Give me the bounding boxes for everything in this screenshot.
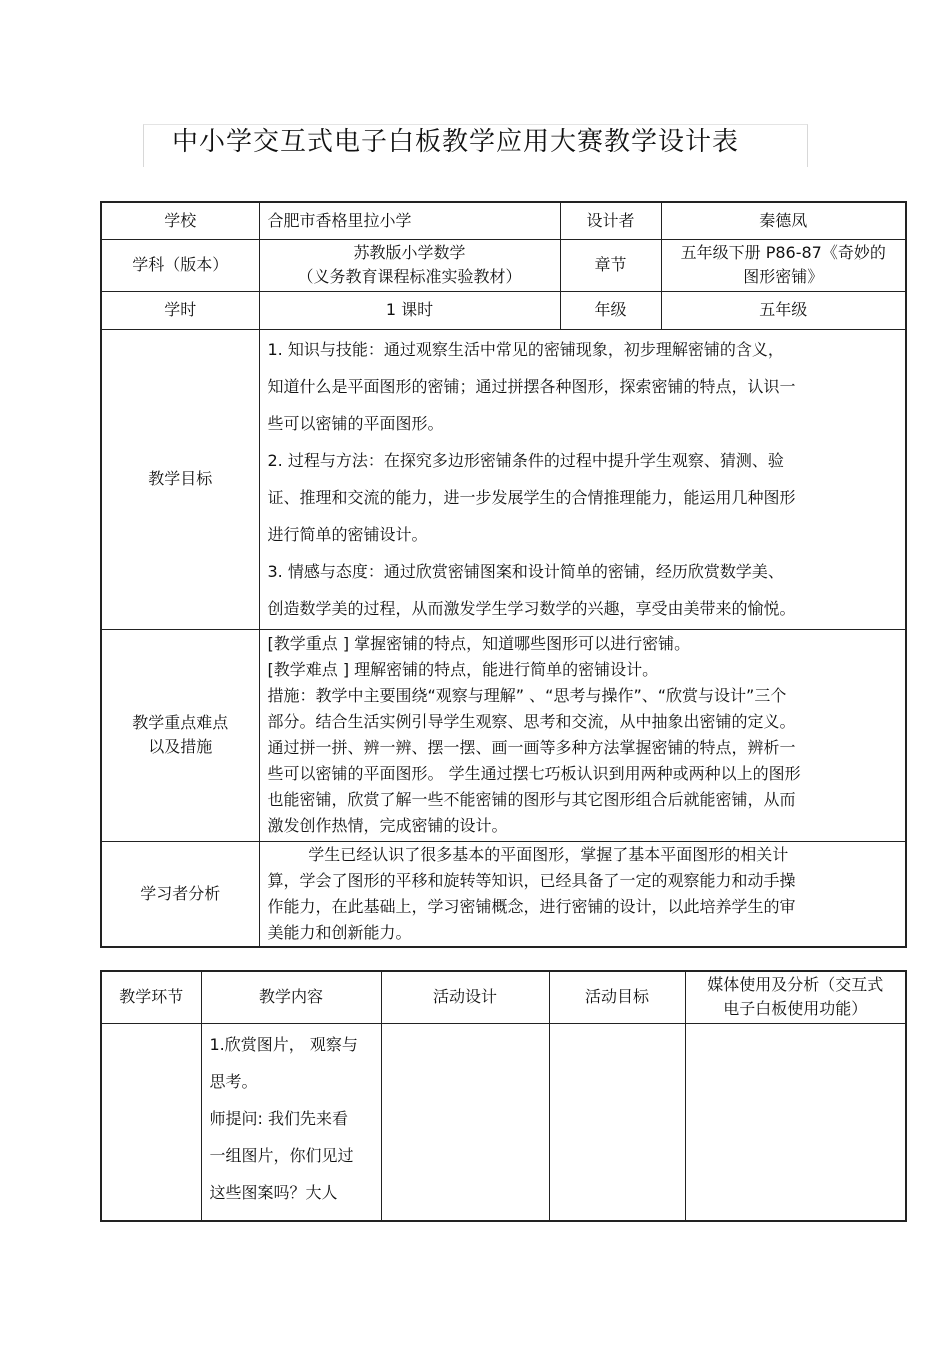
keypoint-line: 部分。结合生活实例引导学生观察、思考和交流，从中抽象出密铺的定义。 — [267, 712, 796, 731]
content-line: 思考。 — [209, 1071, 258, 1091]
goal-cell — [549, 1023, 685, 1221]
learner-line: 算，学会了图形的平移和旋转等知识，已经具备了一定的观察能力和动手操 — [267, 870, 796, 890]
learner-line: 作能力，在此基础上，学习密铺概念，进行密铺的设计，以此培养学生的审 — [267, 896, 796, 916]
learner-line: 学生已经认识了很多基本的平面图形，掌握了基本平面图形的相关计 — [267, 844, 789, 864]
header-media-line-1: 媒体使用及分析（交互式 — [707, 975, 884, 995]
goal-line: 进行简单的密铺设计。 — [267, 525, 428, 544]
hours-row — [101, 291, 906, 329]
stage-cell — [101, 1023, 201, 1221]
info-table — [100, 201, 907, 948]
school-label: 学校 — [101, 202, 259, 239]
keypoints-row — [101, 629, 906, 841]
lesson-row — [101, 1023, 906, 1221]
keypoint-line: 通过拼一拼、辨一辨、摆一摆、画一画等多种方法掌握密铺的特点，辨析一 — [267, 738, 796, 757]
content-line: 1.欣赏图片， 观察与 — [209, 1034, 358, 1054]
page-title: 中小学交互式电子白板教学应用大赛教学设计表 — [172, 127, 740, 157]
subject-row — [101, 239, 906, 291]
header-activity: 活动设计 — [381, 971, 549, 1023]
goal-line: 证、推理和交流的能力，进一步发展学生的合情推理能力，能运用几种图形 — [267, 488, 796, 507]
keypoints-label — [101, 629, 259, 841]
learner-line: 美能力和创新能力。 — [267, 922, 412, 942]
header-content: 教学内容 — [201, 971, 381, 1023]
header-goal: 活动目标 — [549, 971, 685, 1023]
subject-line-2: （义务教育课程标准实验教材） — [297, 267, 522, 286]
header-media — [685, 971, 906, 1023]
school-value: 合肥市香格里拉小学 — [259, 202, 560, 239]
goal-line: 些可以密铺的平面图形。 — [267, 414, 444, 433]
goals-label: 教学目标 — [101, 329, 259, 629]
learner-cell — [259, 841, 906, 947]
grade-label: 年级 — [560, 291, 661, 329]
keypoints-label-line-2: 以及措施 — [148, 737, 213, 756]
learner-row — [101, 841, 906, 947]
content-cell — [201, 1023, 381, 1221]
header-media-line-2: 电子白板使用功能） — [723, 999, 868, 1019]
hours-value: 1 课时 — [259, 291, 560, 329]
header-stage: 教学环节 — [101, 971, 201, 1023]
activity-cell — [381, 1023, 549, 1221]
keypoint-line: 些可以密铺的平面图形。 学生通过摆七巧板认识到用两种或两种以上的图形 — [267, 764, 801, 783]
grade-value: 五年级 — [661, 291, 906, 329]
content-line: 师提问: 我们先来看 — [209, 1108, 348, 1128]
content-line: 一组图片，你们见过 — [209, 1145, 354, 1165]
content-line: 这些图案吗？大人 — [209, 1182, 338, 1202]
goals-cell — [259, 329, 906, 629]
goal-line: 2. 过程与方法：在探究多边形密铺条件的过程中提升学生观察、猜测、验 — [267, 451, 784, 470]
goal-line: 1. 知识与技能：通过观察生活中常见的密铺现象，初步理解密铺的含义， — [267, 340, 784, 359]
learner-label: 学习者分析 — [101, 841, 259, 947]
keypoint-line: 激发创作热情，完成密铺的设计。 — [267, 816, 508, 835]
goal-line: 知道什么是平面图形的密铺；通过拼摆各种图形，探索密铺的特点，认识一 — [267, 377, 796, 396]
keypoint-line: [教学重点 ] 掌握密铺的特点，知道哪些图形可以进行密铺。 — [267, 634, 691, 653]
goal-line: 3. 情感与态度：通过欣赏密铺图案和设计简单的密铺，经历欣赏数学美、 — [267, 562, 784, 581]
goals-row — [101, 329, 906, 629]
subject-line-1: 苏教版小学数学 — [353, 243, 466, 262]
lesson-table — [100, 970, 907, 1222]
media-cell — [685, 1023, 906, 1221]
keypoints-cell — [259, 629, 906, 841]
keypoint-line: 也能密铺，欣赏了解一些不能密铺的图形与其它图形组合后就能密铺，从而 — [267, 790, 796, 809]
keypoint-line: 措施：教学中主要围绕“观察与理解” 、“思考与操作”、“欣赏与设计”三个 — [267, 686, 787, 705]
school-row — [101, 202, 906, 239]
chapter-label: 章节 — [560, 239, 661, 291]
subject-label: 学科（版本） — [101, 239, 259, 291]
keypoints-label-line-1: 教学重点难点 — [132, 713, 229, 732]
chapter-line-1: 五年级下册 P86-87《奇妙的 — [680, 243, 886, 262]
lesson-header-row — [101, 971, 906, 1023]
hours-label: 学时 — [101, 291, 259, 329]
designer-label: 设计者 — [560, 202, 661, 239]
subject-value — [259, 239, 560, 291]
chapter-line-2: 图形密铺》 — [743, 267, 824, 286]
keypoint-line: [教学难点 ] 理解密铺的特点，能进行简单的密铺设计。 — [267, 660, 659, 679]
chapter-value — [661, 239, 906, 291]
goal-line: 创造数学美的过程，从而激发学生学习数学的兴趣，享受由美带来的愉悦。 — [267, 599, 796, 618]
designer-value: 秦德凤 — [661, 202, 906, 239]
